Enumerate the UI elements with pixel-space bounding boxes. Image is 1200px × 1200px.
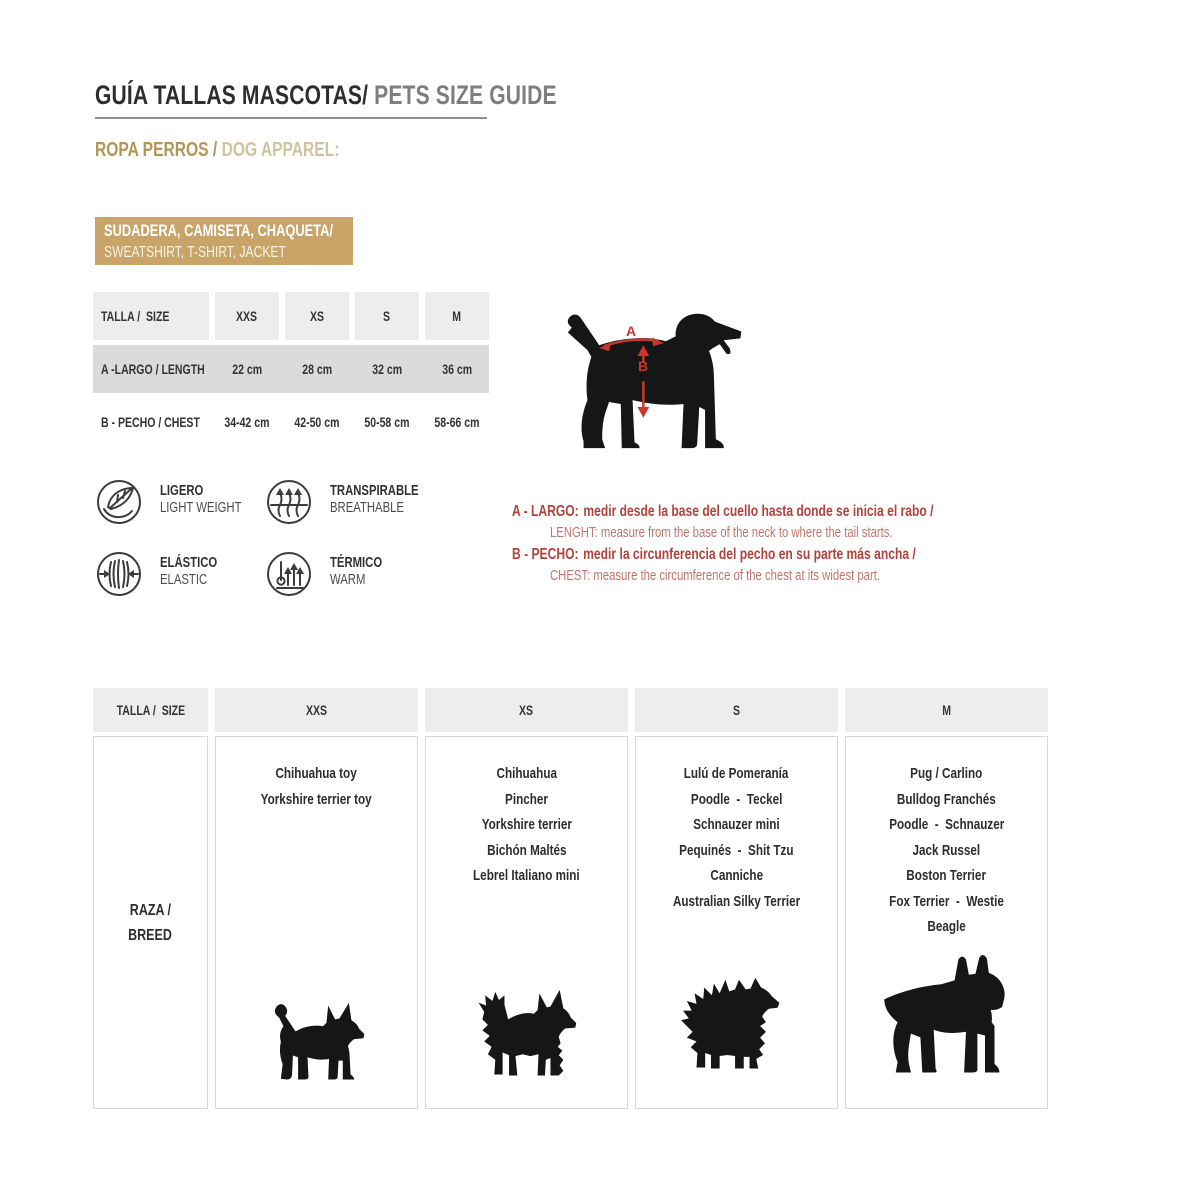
french-bulldog-silhouette-icon — [871, 950, 1023, 1088]
feature-name-en: LIGHT WEIGHT — [160, 500, 242, 516]
note-b-text-es: medir la circunferencia del pecho en su parte más ancha / — [583, 546, 916, 563]
feature-lightweight — [95, 478, 265, 550]
arrow-b-label: B — [637, 358, 649, 374]
breed-size-table — [93, 688, 1048, 1109]
size-table-header-m: M — [425, 292, 489, 340]
pomeranian-silhouette-icon — [669, 972, 804, 1088]
raza-label: RAZA / — [129, 901, 172, 919]
feature-warm — [265, 550, 495, 622]
fabric-features — [95, 478, 495, 622]
breed-table-header-talla: TALLA / SIZE — [93, 688, 208, 732]
breathable-icon — [265, 478, 313, 526]
size-table-header-s: S — [355, 292, 419, 340]
length-xs-value: 28 cm — [302, 361, 332, 377]
breed-label: BREED — [128, 926, 173, 944]
chest-xs-value: 42-50 cm — [294, 414, 340, 430]
note-b-label: B - PECHO: — [512, 546, 579, 563]
chihuahua-silhouette-icon — [269, 997, 364, 1088]
chest-xxs-value: 34-42 cm — [224, 414, 270, 430]
chest-row-label: B - PECHO / CHEST — [101, 414, 200, 430]
length-xxs-value: 22 cm — [232, 361, 262, 377]
feature-name-en: WARM — [330, 572, 366, 588]
chest-s-value: 50-58 cm — [364, 414, 410, 430]
subtitle-en: DOG APPAREL: — [217, 139, 340, 161]
breed-row-label-cell — [93, 736, 208, 1109]
length-m-value: 36 cm — [442, 361, 472, 377]
feature-name-es: ELÁSTICO — [160, 555, 218, 571]
thermometer-icon — [265, 550, 313, 598]
feature-elastic — [95, 550, 265, 622]
measure-notes — [512, 501, 1052, 587]
length-s-value: 32 cm — [372, 361, 402, 377]
note-a-text-es: medir desde la base del cuello hasta donde se inicia el rabo / — [583, 503, 934, 520]
long-haired-chihuahua-silhouette-icon — [469, 986, 584, 1088]
breed-table-header-s: S — [635, 688, 838, 732]
note-b-text-en: CHEST: measure the circumference of the chest at its widest part. — [550, 568, 881, 584]
feather-icon — [95, 478, 143, 526]
banner-line-es: SUDADERA, CAMISETA, CHAQUETA/ — [104, 222, 334, 240]
section-subtitle — [95, 139, 408, 162]
feature-name-en: BREATHABLE — [330, 500, 404, 516]
breed-cell-xxs: Chihuahua toy Yorkshire terrier toy — [215, 736, 418, 1109]
page-title-en: PETS SIZE GUIDE — [368, 80, 557, 110]
page-title — [95, 80, 687, 111]
arrow-a-label: A — [625, 323, 637, 339]
length-row-label: A -LARGO / LENGTH — [101, 361, 205, 377]
feature-name-en: ELASTIC — [160, 572, 208, 588]
feature-breathable — [265, 478, 495, 550]
feature-name-es: TÉRMICO — [330, 555, 383, 571]
stretch-icon — [95, 550, 143, 598]
breed-table-header-xs: XS — [425, 688, 628, 732]
breed-table-header-m: M — [845, 688, 1048, 732]
note-a-label: A - LARGO: — [512, 503, 579, 520]
breed-cell-s: Lulú de Pomeranía Poodle - Teckel Schnauzer mini Pequinés - Shit Tzu Canniche Australian Silky Terrier — [635, 736, 838, 1109]
labrador-silhouette-icon — [560, 306, 760, 453]
breed-table-header-xxs: XXS — [215, 688, 418, 732]
size-table-header-xs: XS — [285, 292, 349, 340]
note-a-text-en: LENGHT: measure from the base of the neck to where the tail starts. — [550, 525, 893, 541]
breed-cell-xs: Chihuahua Pincher Yorkshire terrier Bichón Maltés Lebrel Italiano mini — [425, 736, 628, 1109]
size-table-header-xxs: XXS — [215, 292, 279, 340]
feature-name-es: LIGERO — [160, 483, 204, 499]
category-banner — [95, 217, 353, 265]
chest-m-value: 58-66 cm — [434, 414, 480, 430]
subtitle-es: ROPA PERROS / — [95, 139, 218, 161]
title-underline — [95, 117, 487, 119]
feature-name-es: TRANSPIRABLE — [330, 483, 419, 499]
size-table-header-talla: TALLA / SIZE — [93, 292, 209, 340]
banner-line-en: SWEATSHIRT, T-SHIRT, JACKET — [104, 244, 286, 261]
size-measurements-table — [93, 292, 489, 446]
breed-cell-m: Pug / Carlino Bulldog Franchés Poodle - Schnauzer Jack Russel Boston Terrier Fox Terrier - Westie Beagle — [845, 736, 1048, 1109]
page-title-es: GUÍA TALLAS MASCOTAS/ — [95, 80, 369, 110]
